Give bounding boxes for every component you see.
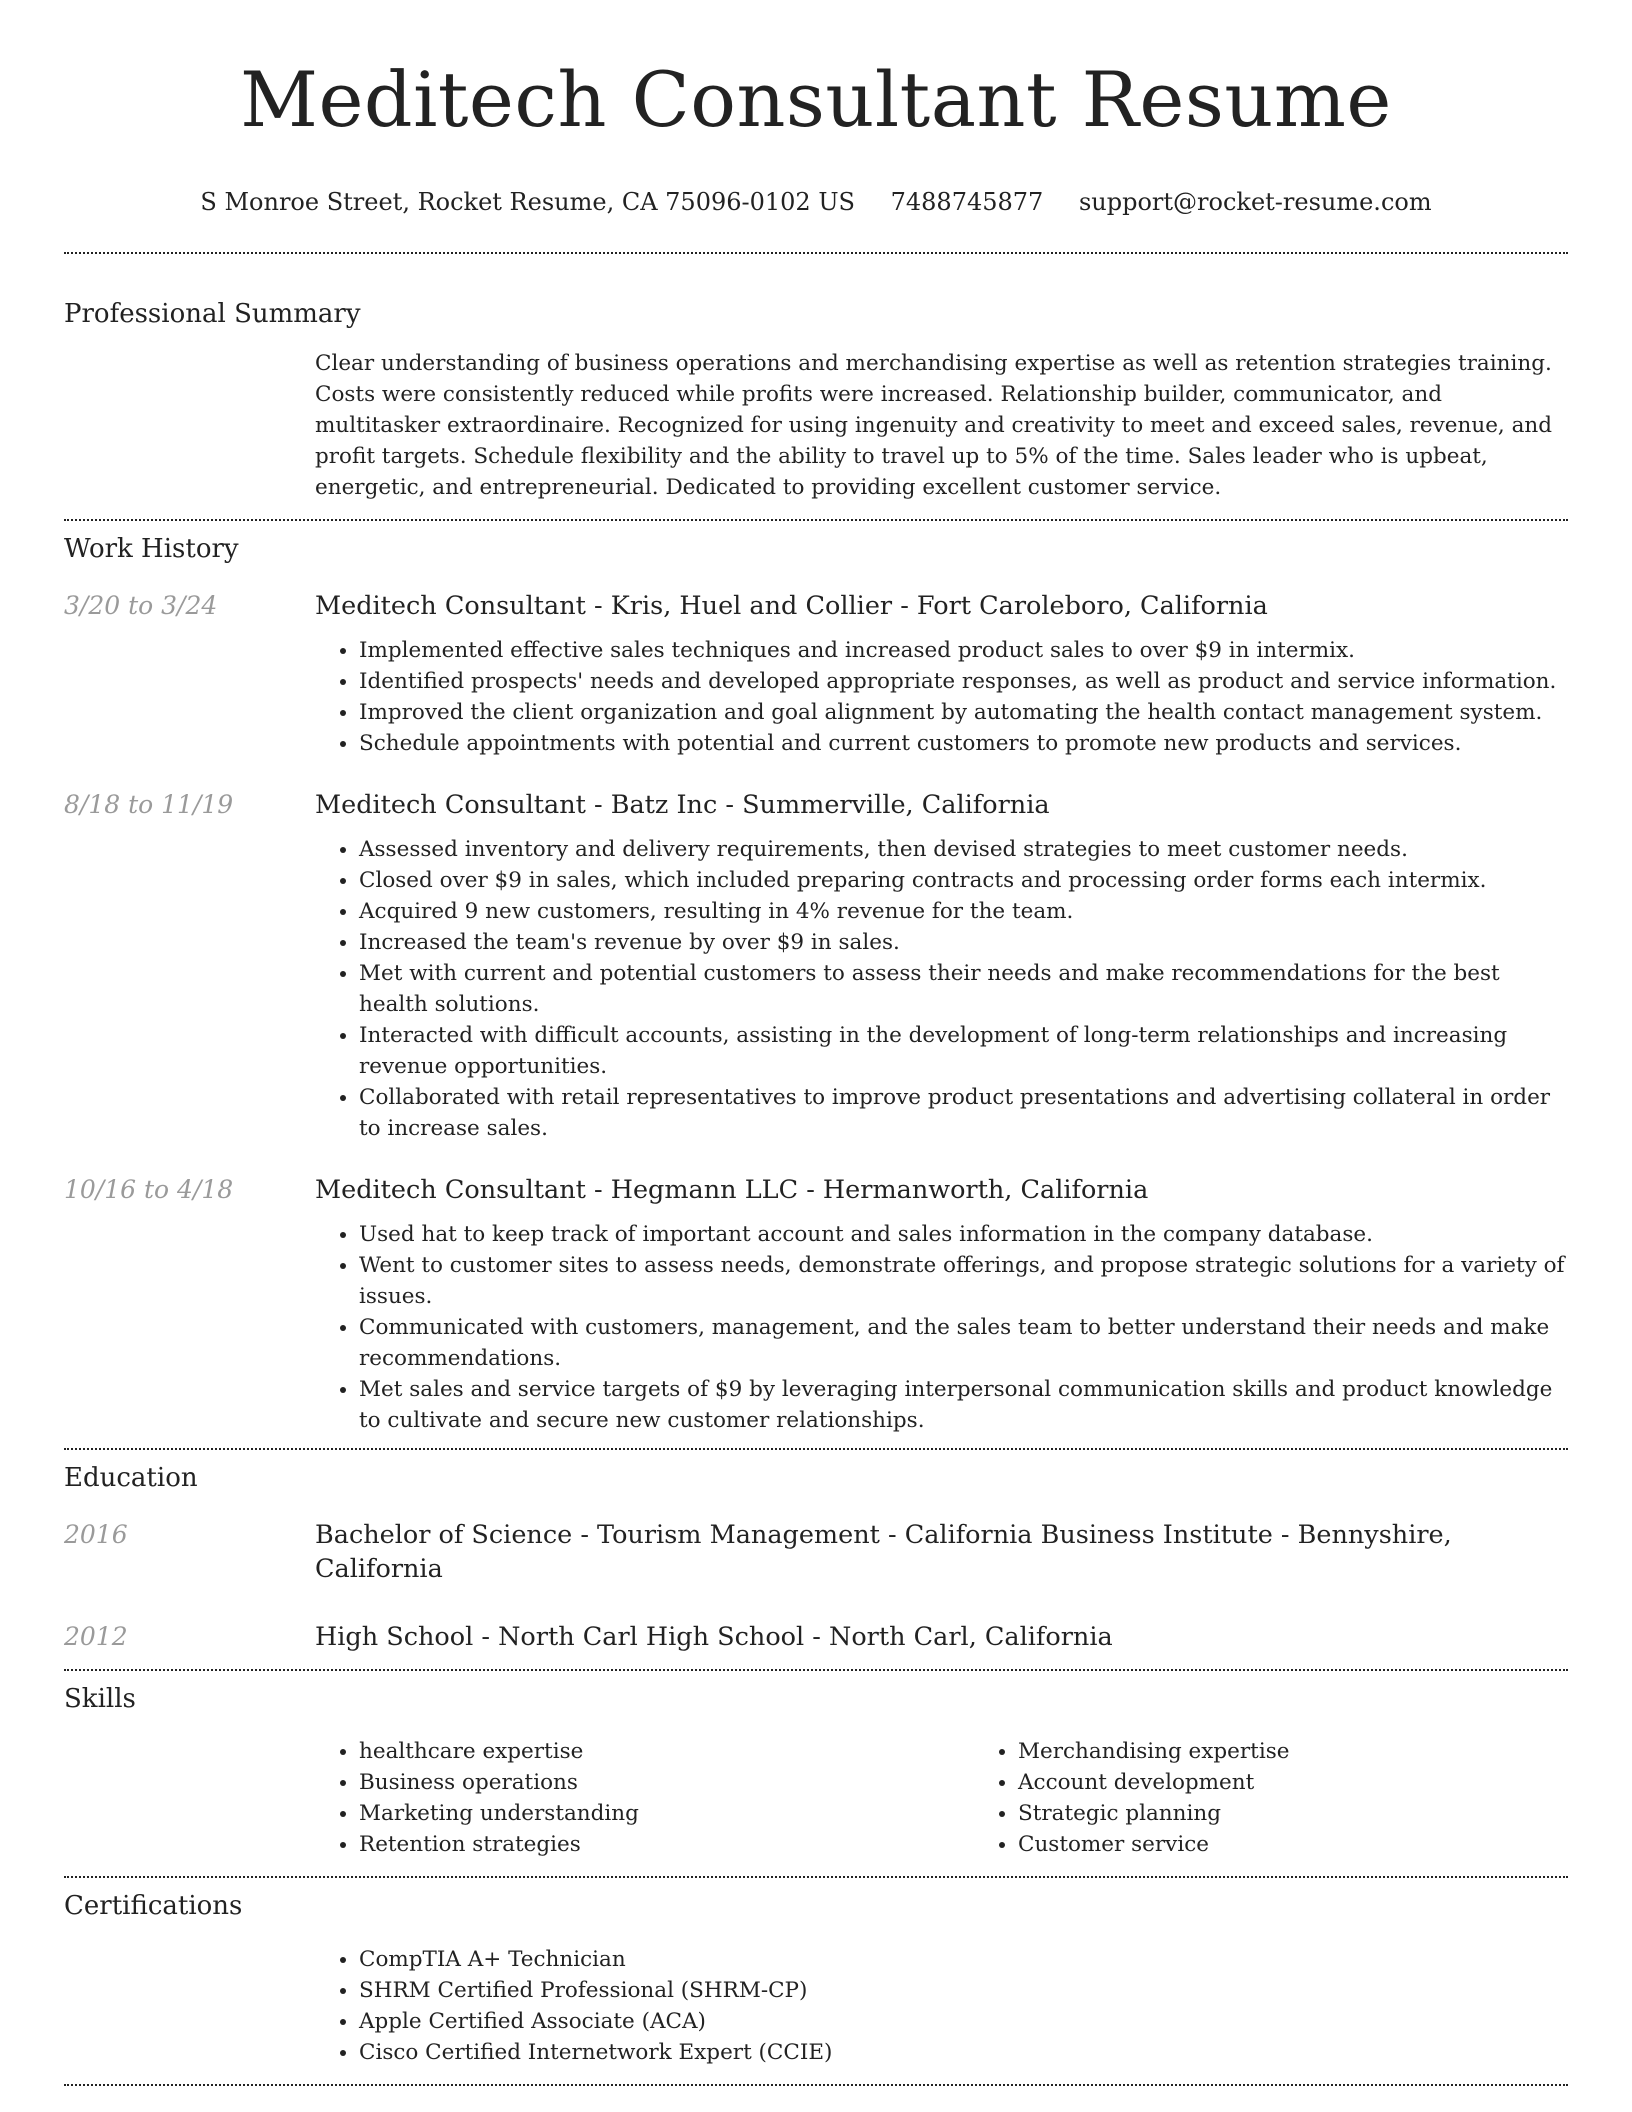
education-year: 2012 bbox=[64, 1622, 128, 1651]
job-bullets bbox=[315, 635, 1568, 759]
list-item: • Marketing understanding bbox=[359, 1798, 974, 1829]
divider bbox=[64, 519, 1568, 521]
job-dates: 10/16 to 4/18 bbox=[64, 1175, 234, 1204]
divider bbox=[64, 1876, 1568, 1878]
section-title-work-history: Work History bbox=[64, 534, 239, 564]
education-entry bbox=[64, 1620, 1568, 1654]
job-heading: Meditech Consultant - Hegmann LLC - Hermanworth, California bbox=[315, 1175, 1149, 1205]
list-item: • Met with current and potential customers to assess their needs and make recommendations for the best health solutions. bbox=[359, 958, 1568, 1020]
divider bbox=[64, 1669, 1568, 1671]
skills-grid bbox=[315, 1736, 1568, 1860]
resume-title: Meditech Consultant Resume bbox=[240, 55, 1392, 144]
list-item: • Cisco Certified Internetwork Expert (CCIE) bbox=[359, 2037, 1568, 2068]
section-title-certifications: Certifications bbox=[64, 1891, 243, 1921]
education-year: 2016 bbox=[64, 1520, 128, 1549]
list-item: • SHRM Certified Professional (SHRM-CP) bbox=[359, 1975, 1568, 2006]
list-item: • Merchandising expertise bbox=[1018, 1736, 1632, 1767]
job-entry bbox=[64, 1173, 1568, 1436]
job-entry bbox=[64, 788, 1568, 1144]
divider bbox=[64, 1448, 1568, 1450]
list-item: • Apple Certified Associate (ACA) bbox=[359, 2006, 1568, 2037]
list-item: • Business operations bbox=[359, 1767, 974, 1798]
list-item: • Assessed inventory and delivery requirements, then devised strategies to meet customer needs. bbox=[359, 834, 1568, 865]
list-item: • Used hat to keep track of important account and sales information in the company database. bbox=[359, 1219, 1568, 1250]
list-item: • Schedule appointments with potential and current customers to promote new products and services. bbox=[359, 728, 1568, 759]
summary-text: Clear understanding of business operations and merchandising expertise as well as retention strategies training. Costs were consistently reduced while profits were increased. Relationship builder, communicator, and multitasker extraordinaire. Recognized for using ingenuity and creativity to meet and exceed sales, revenue, and profit targets. Schedule flexibility and the ability to travel up to 5% of the time. Sales leader who is upbeat, energetic, and entrepreneurial. Dedicated to providing excellent customer service. bbox=[315, 351, 1553, 500]
list-item: • Increased the team's revenue by over $9 in sales. bbox=[359, 927, 1568, 958]
job-heading: Meditech Consultant - Kris, Huel and Collier - Fort Caroleboro, California bbox=[315, 591, 1268, 621]
list-item: • Collaborated with retail representatives to improve product presentations and advertising collateral in order to increase sales. bbox=[359, 1082, 1568, 1144]
list-item: • Met sales and service targets of $9 by leveraging interpersonal communication skills and product knowledge to cultivate and secure new customer relationships. bbox=[359, 1374, 1568, 1436]
job-dates: 3/20 to 3/24 bbox=[64, 591, 218, 620]
divider bbox=[64, 252, 1568, 254]
list-item: • Strategic planning bbox=[1018, 1798, 1632, 1829]
education-heading: High School - North Carl High School - North Carl, California bbox=[315, 1622, 1113, 1652]
list-item: • Acquired 9 new customers, resulting in 4% revenue for the team. bbox=[359, 896, 1568, 927]
list-item: • Improved the client organization and goal alignment by automating the health contact management system. bbox=[359, 697, 1568, 728]
job-bullets bbox=[315, 1219, 1568, 1436]
list-item: • Closed over $9 in sales, which included preparing contracts and processing order forms each intermix. bbox=[359, 865, 1568, 896]
list-item: • Identified prospects' needs and developed appropriate responses, as well as product and service information. bbox=[359, 666, 1568, 697]
list-item: • Communicated with customers, management, and the sales team to better understand their needs and make recommendations. bbox=[359, 1312, 1568, 1374]
job-entry bbox=[64, 589, 1568, 759]
address: S Monroe Street, Rocket Resume, CA 75096-0102 US bbox=[200, 188, 855, 216]
section-title-skills: Skills bbox=[64, 1684, 136, 1714]
job-heading: Meditech Consultant - Batz Inc - Summerville, California bbox=[315, 790, 1050, 820]
list-item: • Retention strategies bbox=[359, 1829, 974, 1860]
phone: 7488745877 bbox=[890, 188, 1044, 216]
skills-column-1 bbox=[315, 1736, 974, 1860]
list-item: • Went to customer sites to assess needs, demonstrate offerings, and propose strategic solutions for a variety of issues. bbox=[359, 1250, 1568, 1312]
list-item: • Account development bbox=[1018, 1767, 1632, 1798]
list-item: • Implemented effective sales techniques and increased product sales to over $9 in intermix. bbox=[359, 635, 1568, 666]
list-item: • healthcare expertise bbox=[359, 1736, 974, 1767]
certifications-list bbox=[315, 1944, 1568, 2068]
contact-line bbox=[64, 186, 1568, 218]
education-heading: Bachelor of Science - Tourism Management - California Business Institute - Bennyshire, California bbox=[315, 1520, 1452, 1584]
skills-column-2 bbox=[974, 1736, 1632, 1860]
divider bbox=[64, 2084, 1568, 2086]
list-item: • CompTIA A+ Technician bbox=[359, 1944, 1568, 1975]
resume-header bbox=[64, 0, 1568, 218]
education-entry bbox=[64, 1518, 1568, 1586]
job-bullets bbox=[315, 834, 1568, 1144]
email-link[interactable]: support@rocket-resume.com bbox=[1078, 188, 1432, 216]
section-title-education: Education bbox=[64, 1463, 198, 1493]
resume-page bbox=[64, 0, 1568, 2086]
job-dates: 8/18 to 11/19 bbox=[64, 790, 234, 819]
section-title-summary: Professional Summary bbox=[64, 299, 361, 329]
list-item: • Customer service bbox=[1018, 1829, 1632, 1860]
list-item: • Interacted with difficult accounts, assisting in the development of long-term relationships and increasing revenue opportunities. bbox=[359, 1020, 1568, 1082]
